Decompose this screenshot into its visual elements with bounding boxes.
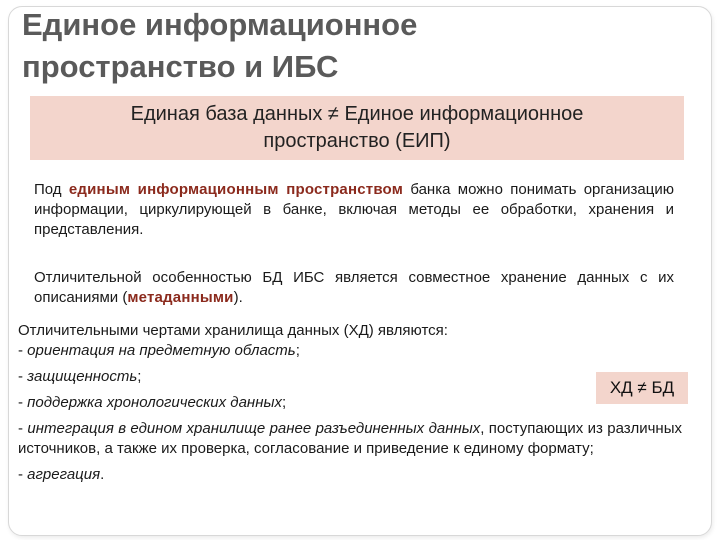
para2-after: ). [233, 289, 243, 306]
feature-dash: - [18, 466, 28, 483]
feature-item [18, 419, 682, 459]
feature-dash: - [18, 368, 28, 385]
para1-before: Под [34, 181, 69, 198]
feature-text: агрегация [27, 466, 101, 483]
features-list [18, 321, 682, 485]
banner-line-2: пространство (ЕИП) [263, 130, 451, 152]
para2-before: Отличительной особенностью БД ИБС является совместное хранение данных с их описаниями ( [34, 269, 674, 306]
feature-text: ориентация на предметную область [27, 342, 296, 359]
para2-highlight: метаданными [127, 289, 234, 306]
title-line-1: Единое информационное [22, 7, 418, 42]
highlight-banner [30, 96, 684, 160]
feature-dash: - [18, 342, 28, 359]
feature-text: поддержка хронологических данных [27, 394, 282, 411]
para1-highlight: единым информационным пространством [68, 181, 404, 198]
feature-end: ; [281, 394, 287, 411]
feature-text: интеграция в едином хранилище ранее разъединенных данных [27, 420, 481, 437]
feature-end: . [100, 466, 105, 483]
banner-line-1: Единая база данных ≠ Единое информационное [130, 103, 584, 125]
feature-end: ; [295, 342, 300, 359]
comparison-badge: ХД ≠ БД [596, 372, 688, 404]
feature-item [18, 465, 682, 485]
title-line-2: пространство и ИБС [22, 49, 339, 84]
feature-end: , поступающих из различных источников, а также их проверка, согласование и приведение к единому формату; [18, 420, 682, 457]
slide-title [22, 4, 582, 88]
feature-text: защищенность [27, 368, 138, 385]
features-intro: Отличительными чертами хранилища данных (ХД) являются: [18, 322, 448, 339]
feature-item [18, 341, 682, 361]
paragraph-metadata [34, 268, 674, 308]
feature-item [18, 393, 682, 413]
paragraph-definition [34, 180, 674, 240]
feature-item [18, 367, 682, 387]
para1-after: банка можно понимать организацию информации, циркулирующей в банке, включая методы ее обработки, хранения и представления. [34, 181, 674, 238]
feature-dash: - [18, 420, 28, 437]
feature-dash: - [18, 394, 28, 411]
feature-end: ; [137, 368, 142, 385]
